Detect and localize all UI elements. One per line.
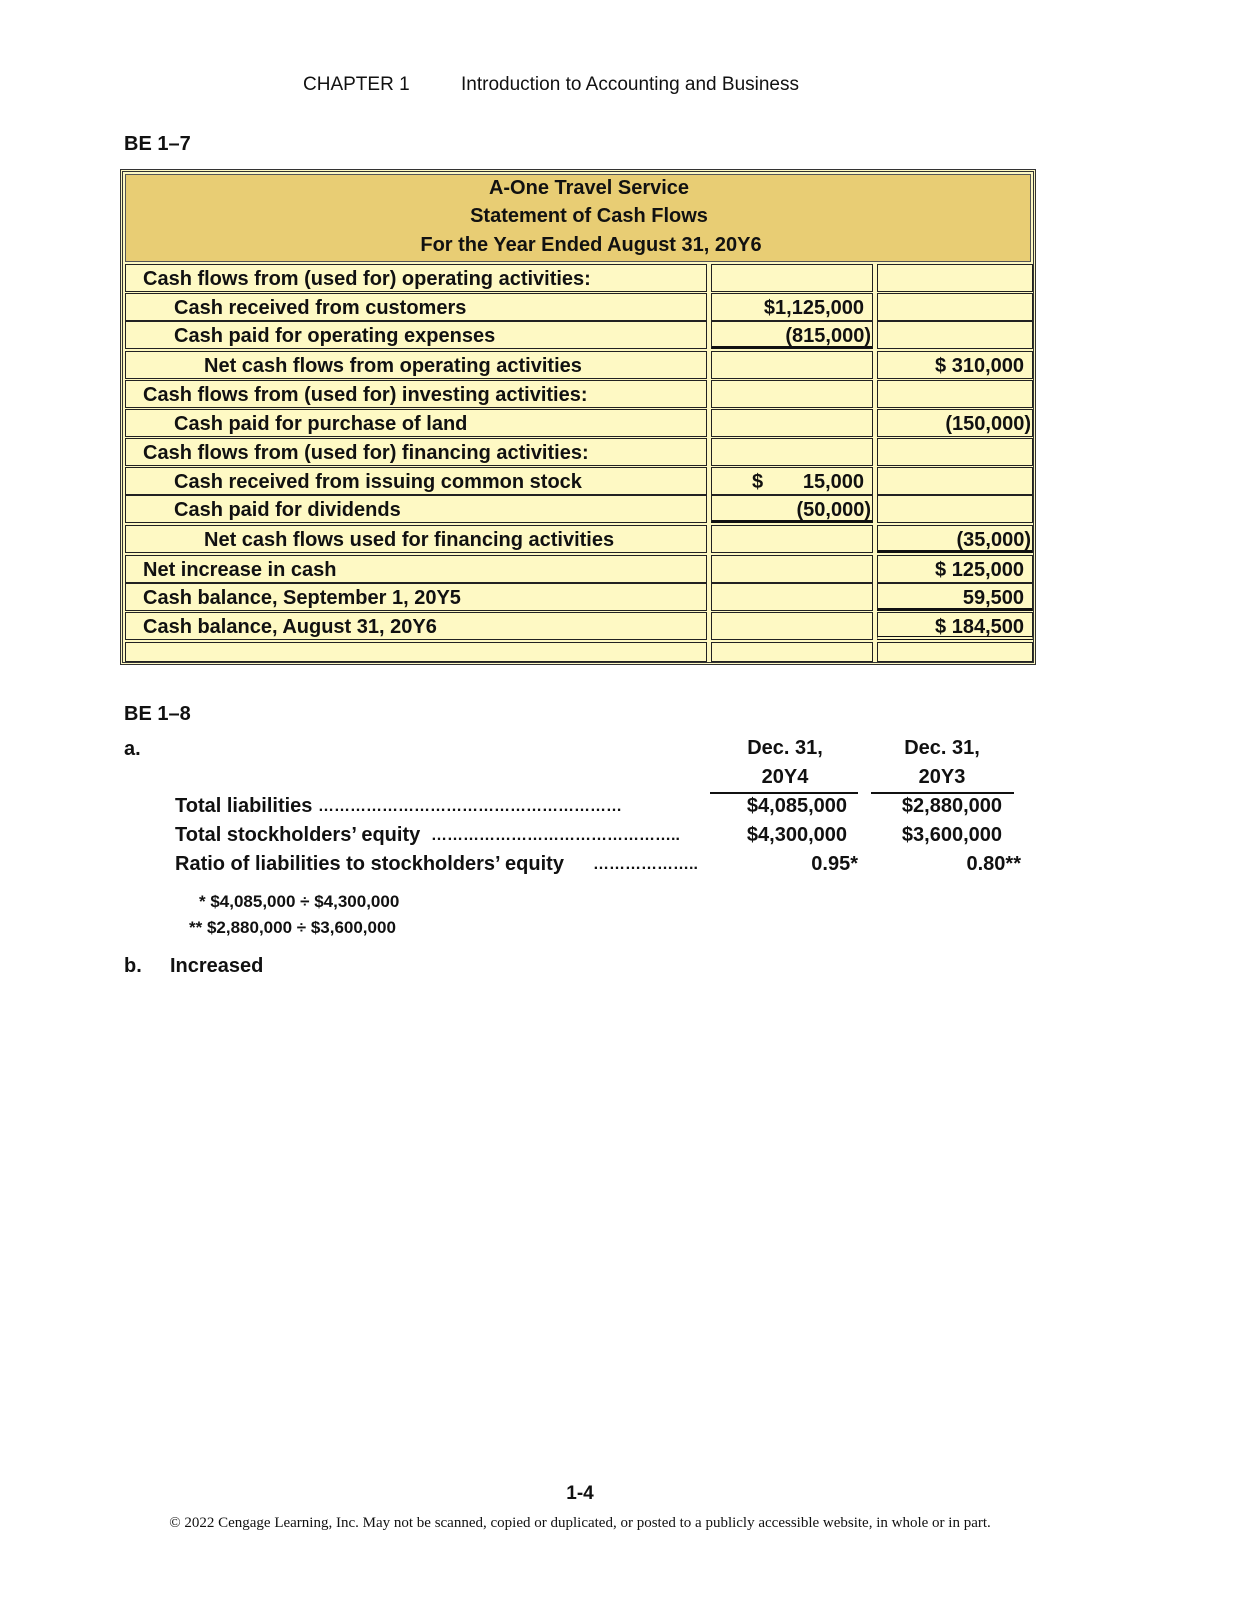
- column-header-line: Dec. 31,: [747, 737, 823, 759]
- row-desc: Cash received from customers: [174, 297, 467, 319]
- value-20y3: 0.80**: [966, 853, 1021, 875]
- part-b-answer: Increased: [170, 955, 264, 977]
- value-20y4: 0.95*: [811, 853, 858, 875]
- row-desc: Net increase in cash: [143, 559, 337, 581]
- chapter-title: Introduction to Accounting and Business: [461, 74, 800, 95]
- row-desc: Cash flows from (used for) operating activities:: [143, 268, 591, 290]
- column-header-line: 20Y4: [761, 766, 809, 788]
- column-header-20y4: [711, 734, 859, 792]
- amount-cell: $ 184,500: [935, 616, 1024, 638]
- copyright-notice: © 2022 Cengage Learning, Inc. May not be scanned, copied or duplicated, or posted to a publicly accessible website, in whole or in part.: [169, 1515, 991, 1531]
- row-desc: Net cash flows used for financing activities: [204, 529, 615, 551]
- row-desc: Net cash flows from operating activities: [204, 355, 582, 377]
- column-rule: [871, 792, 1014, 794]
- row-desc: Cash paid for operating expenses: [174, 325, 496, 347]
- statement-period: For the Year Ended August 31, 20Y6: [420, 234, 762, 256]
- row-desc: Cash paid for purchase of land: [174, 413, 468, 435]
- row-desc: Cash paid for dividends: [174, 499, 401, 521]
- amount-cell: 15,000: [802, 471, 864, 493]
- page-number: 1-4: [566, 1483, 594, 1504]
- row-desc: Cash balance, September 1, 20Y5: [143, 587, 461, 609]
- column-header-20y3: [868, 734, 1016, 792]
- be17-label: BE 1–7: [124, 133, 191, 155]
- chapter-label: CHAPTER 1: [303, 74, 410, 95]
- column-rule: [710, 792, 858, 794]
- row-desc: Cash received from issuing common stock: [174, 471, 582, 493]
- value-20y4: $4,085,000: [746, 795, 847, 817]
- amount-cell: (815,000): [785, 325, 871, 347]
- company-name: A-One Travel Service: [488, 177, 690, 199]
- row-label: Ratio of liabilities to stockholders’ equity: [175, 853, 564, 875]
- leader-dots: …………………………………………………: [318, 798, 622, 815]
- footnote-1: * $4,085,000 ÷ $4,300,000: [199, 892, 400, 911]
- amount-cell: 59,500: [962, 587, 1024, 609]
- amount-cell: $ 310,000: [935, 355, 1024, 377]
- part-b-label: b.: [124, 955, 142, 977]
- column-header-line: Dec. 31,: [904, 737, 980, 759]
- row-desc: Cash flows from (used for) financing activities:: [143, 442, 589, 464]
- amount-cell: (35,000): [956, 529, 1031, 551]
- row-label: Total liabilities: [175, 795, 313, 817]
- value-20y4: $4,300,000: [746, 824, 847, 846]
- be18-label: BE 1–8: [124, 703, 191, 725]
- column-header-line: 20Y3: [918, 766, 966, 788]
- amount-cell: $1,125,000: [763, 297, 864, 319]
- value-20y3: $3,600,000: [901, 824, 1002, 846]
- statement-title: Statement of Cash Flows: [470, 205, 708, 227]
- value-20y3: $2,880,000: [901, 795, 1002, 817]
- row-label: Total stockholders’ equity: [175, 824, 421, 846]
- amount-cell: $ 125,000: [935, 559, 1024, 581]
- row-desc: Cash balance, August 31, 20Y6: [143, 616, 437, 638]
- part-a-label: a.: [124, 738, 141, 760]
- leader-dots: ………………..: [593, 856, 698, 873]
- leader-dots: ………………………………………..: [431, 827, 680, 844]
- row-desc: Cash flows from (used for) investing activities:: [143, 384, 588, 406]
- footnote-2: ** $2,880,000 ÷ $3,600,000: [189, 918, 396, 937]
- dollar-sign: $: [752, 471, 764, 493]
- amount-cell: (150,000): [945, 413, 1031, 435]
- amount-cell: (50,000): [796, 499, 871, 521]
